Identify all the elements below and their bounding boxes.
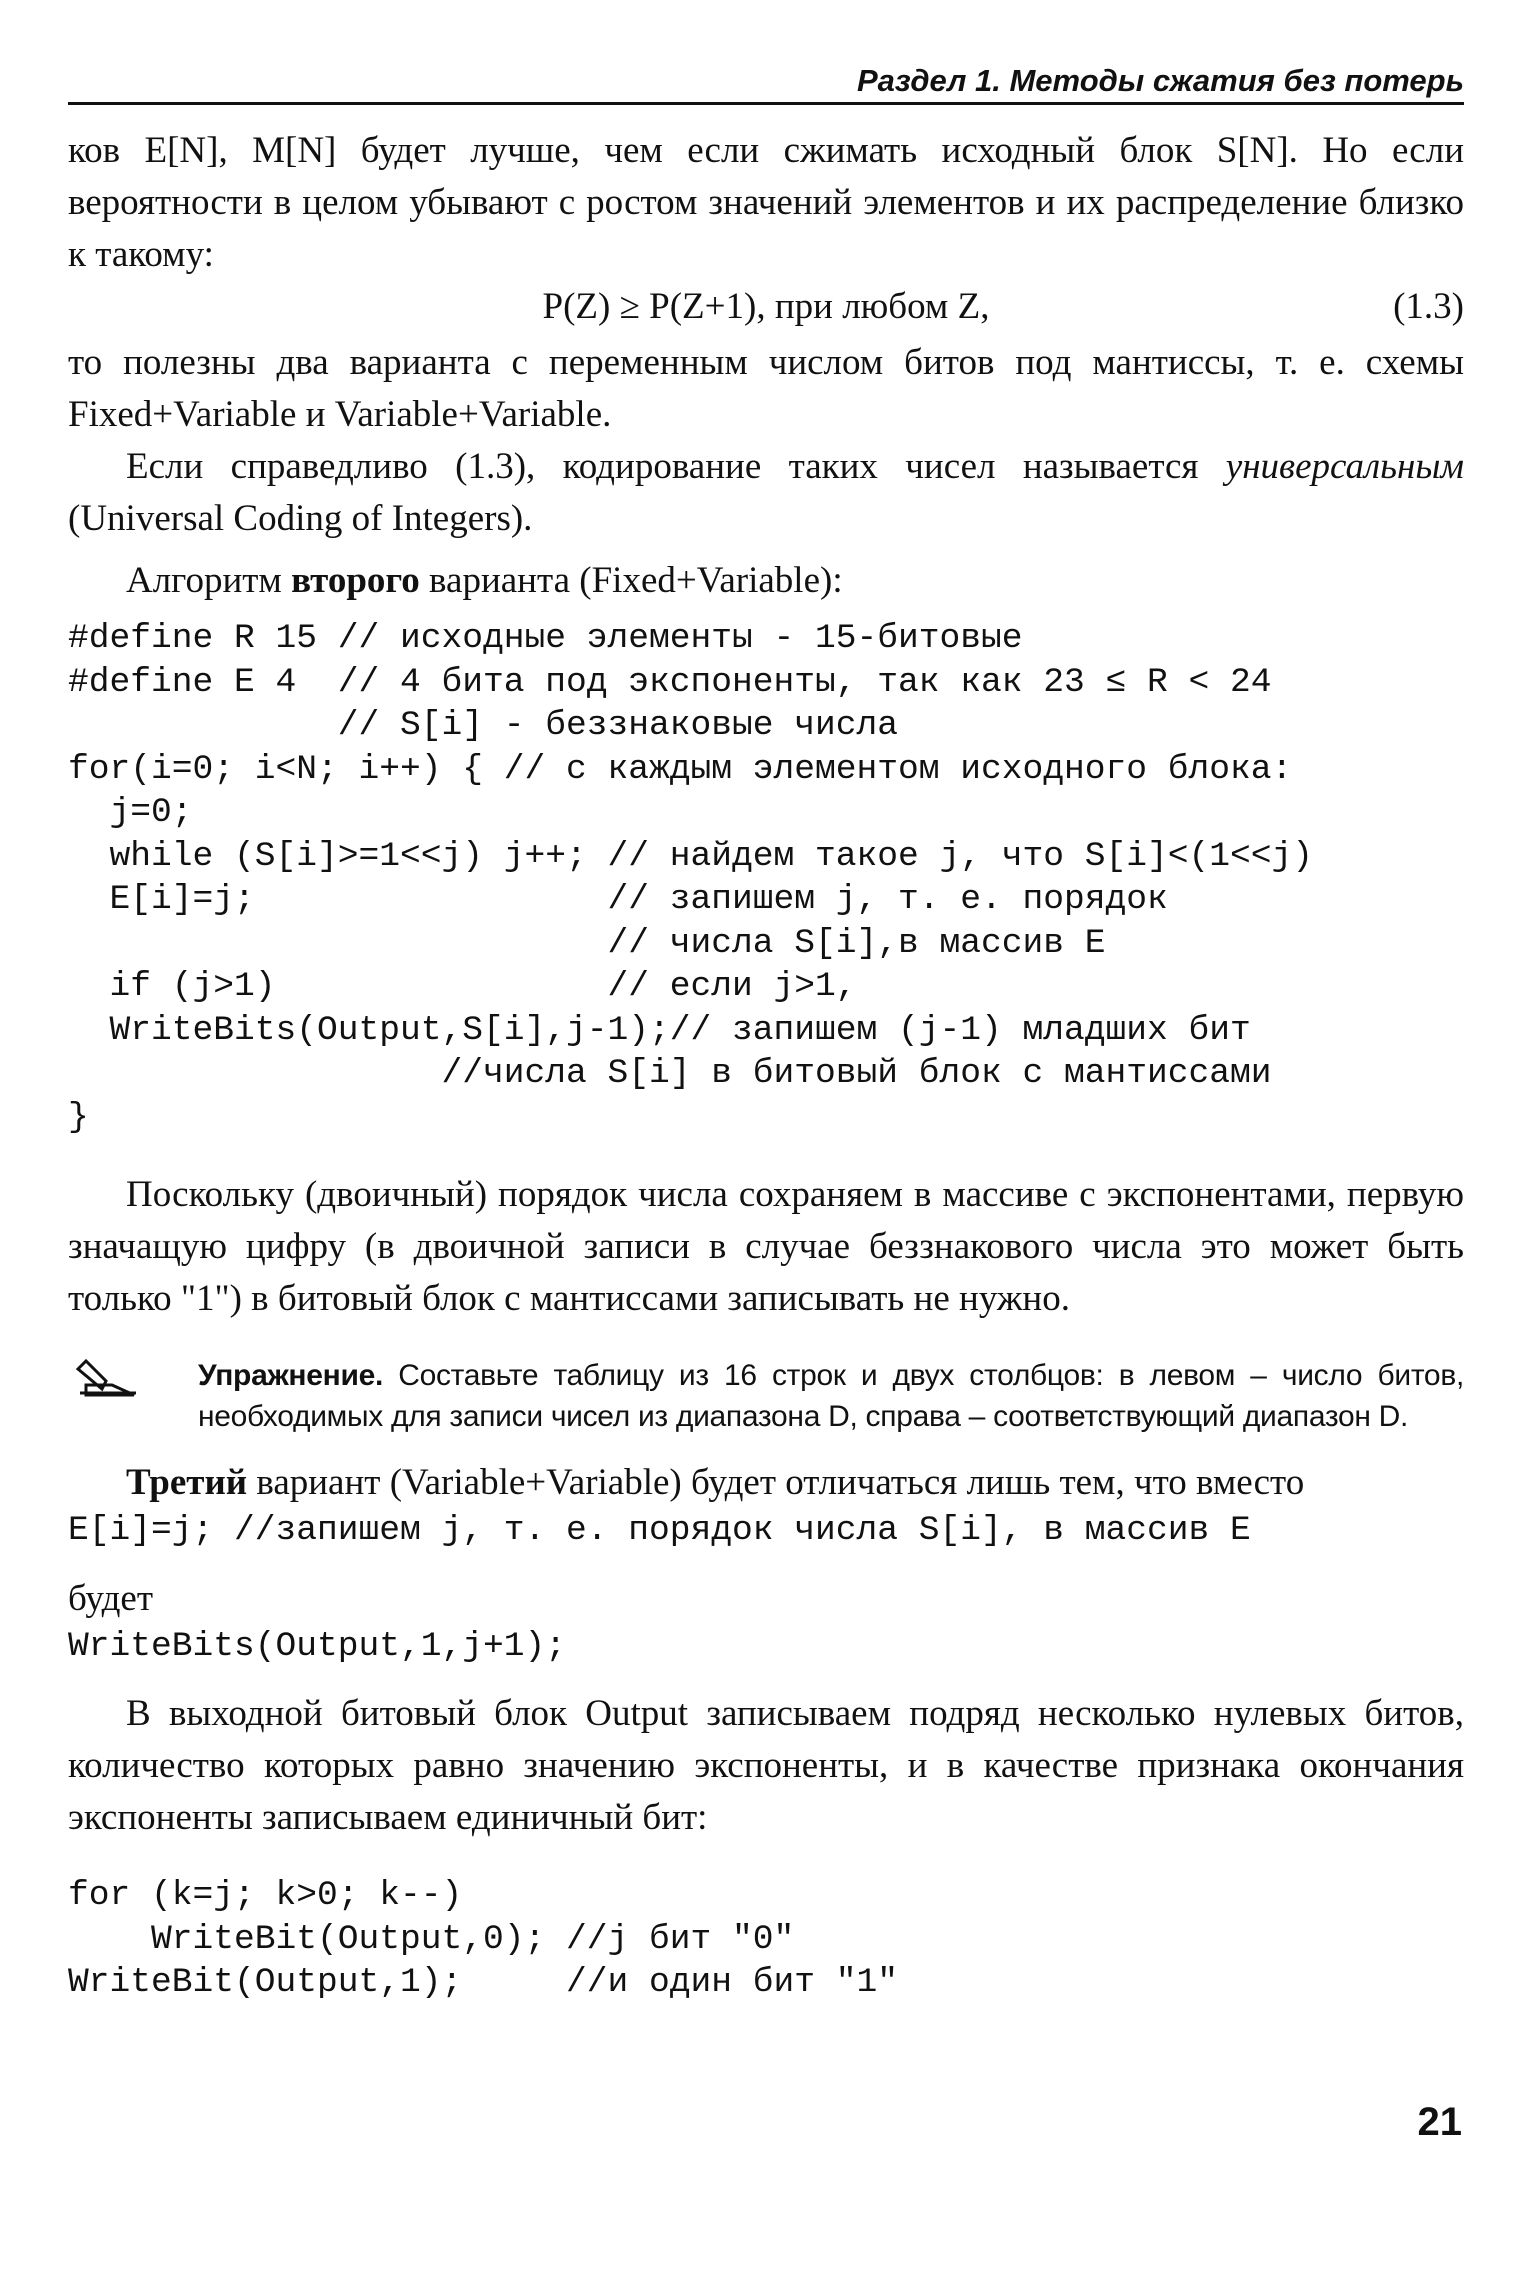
exercise-label: Упражнение. — [198, 1359, 384, 1392]
page-number: 21 — [1417, 2100, 1462, 2144]
algorithm-text-end: варианта (Fixed+Variable): — [419, 560, 843, 601]
algorithm-text-start: Алгоритм — [126, 560, 292, 601]
third-variant-bold: Третий — [126, 1462, 248, 1503]
formula-1-3 — [68, 281, 1464, 337]
paragraph-intro: ков E[N], M[N] будет лучше, чем если сжимать исходный блок S[N]. Но если вероятности в целом убывают с ростом значений элементов и их распределение близко к такому: — [68, 130, 1464, 275]
paragraph-algorithm-heading — [68, 555, 1464, 607]
paragraph-variants: то полезны два варианта с переменным числом битов под мантиссы, т. е. схемы Fixed+Variable и Variable+Variable. — [68, 342, 1464, 435]
code-line-replacement: WriteBits(Output,1,j+1); — [68, 1626, 567, 1666]
paragraph-will-be: будет — [68, 1577, 154, 1619]
universal-emphasis: универсальным — [1225, 446, 1464, 487]
running-head: Раздел 1. Методы сжатия без потерь — [68, 62, 1464, 105]
algorithm-bold: второго — [291, 560, 420, 601]
exercise-box — [68, 1355, 1464, 1437]
paragraph-third-variant — [68, 1457, 1464, 1509]
formula-number: (1.3) — [1393, 286, 1464, 327]
code-block-write-bits: for (k=j; k>0; k--) WriteBit(Output,0); //j бит "0" WriteBit(Output,1); //и один бит "1" — [68, 1876, 899, 2002]
book-page — [68, 62, 1464, 2005]
formula-expression: P(Z) ≥ P(Z+1), при любом Z, — [542, 286, 990, 327]
third-variant-text: вариант (Variable+Variable) будет отличаться лишь тем, что вместо — [247, 1462, 1305, 1503]
exercise-text: Составьте таблицу из 16 строк и двух столбцов: в левом – число битов, необходимых для записи чисел из диапазона D, справа – соответствующий диапазон D. — [198, 1359, 1464, 1433]
paragraph-binary-order: Поскольку (двоичный) порядок числа сохраняем в массиве с экспонентами, первую значащую цифру (в двоичной записи в случае беззнакового числа это может быть только "1") в битовый блок с мантиссами записывать не нужно. — [68, 1174, 1464, 1319]
universal-text-end: (Universal Coding of Integers). — [68, 498, 533, 539]
paragraph-universal — [68, 441, 1464, 545]
code-block-fixed-variable: #define R 15 // исходные элементы - 15-битовые #define E 4 // 4 бита под экспоненты, так как 23 ≤ R < 24 // S[i] - беззнаковые числа for(i=0; i<N; i++) { // с каждым элементом исходного блока: j=0; while (S[i]>=1<<j) j++; // найдем такое j, что S[i]<(1<<j) E[i]=j; // запишем j, т. е. порядок // числа S[i],в массив E if (j>1) // если j>1, WriteBits(Output,S[i],j-1);// запишем (j-1) младших бит //числа S[i] в битовый блок с мантиссами } — [68, 619, 1314, 1137]
universal-text-start: Если справедливо (1.3), кодирование таких чисел называется — [126, 446, 1226, 487]
pencil-icon — [76, 1359, 140, 1399]
paragraph-output-bits: В выходной битовый блок Output записываем подряд несколько нулевых битов, количество которых равно значению экспоненты, и в качестве признака окончания экспоненты записываем единичный бит: — [68, 1693, 1464, 1838]
code-line-replaced: E[i]=j; //запишем j, т. е. порядок числа S[i], в массив E — [68, 1511, 1251, 1550]
